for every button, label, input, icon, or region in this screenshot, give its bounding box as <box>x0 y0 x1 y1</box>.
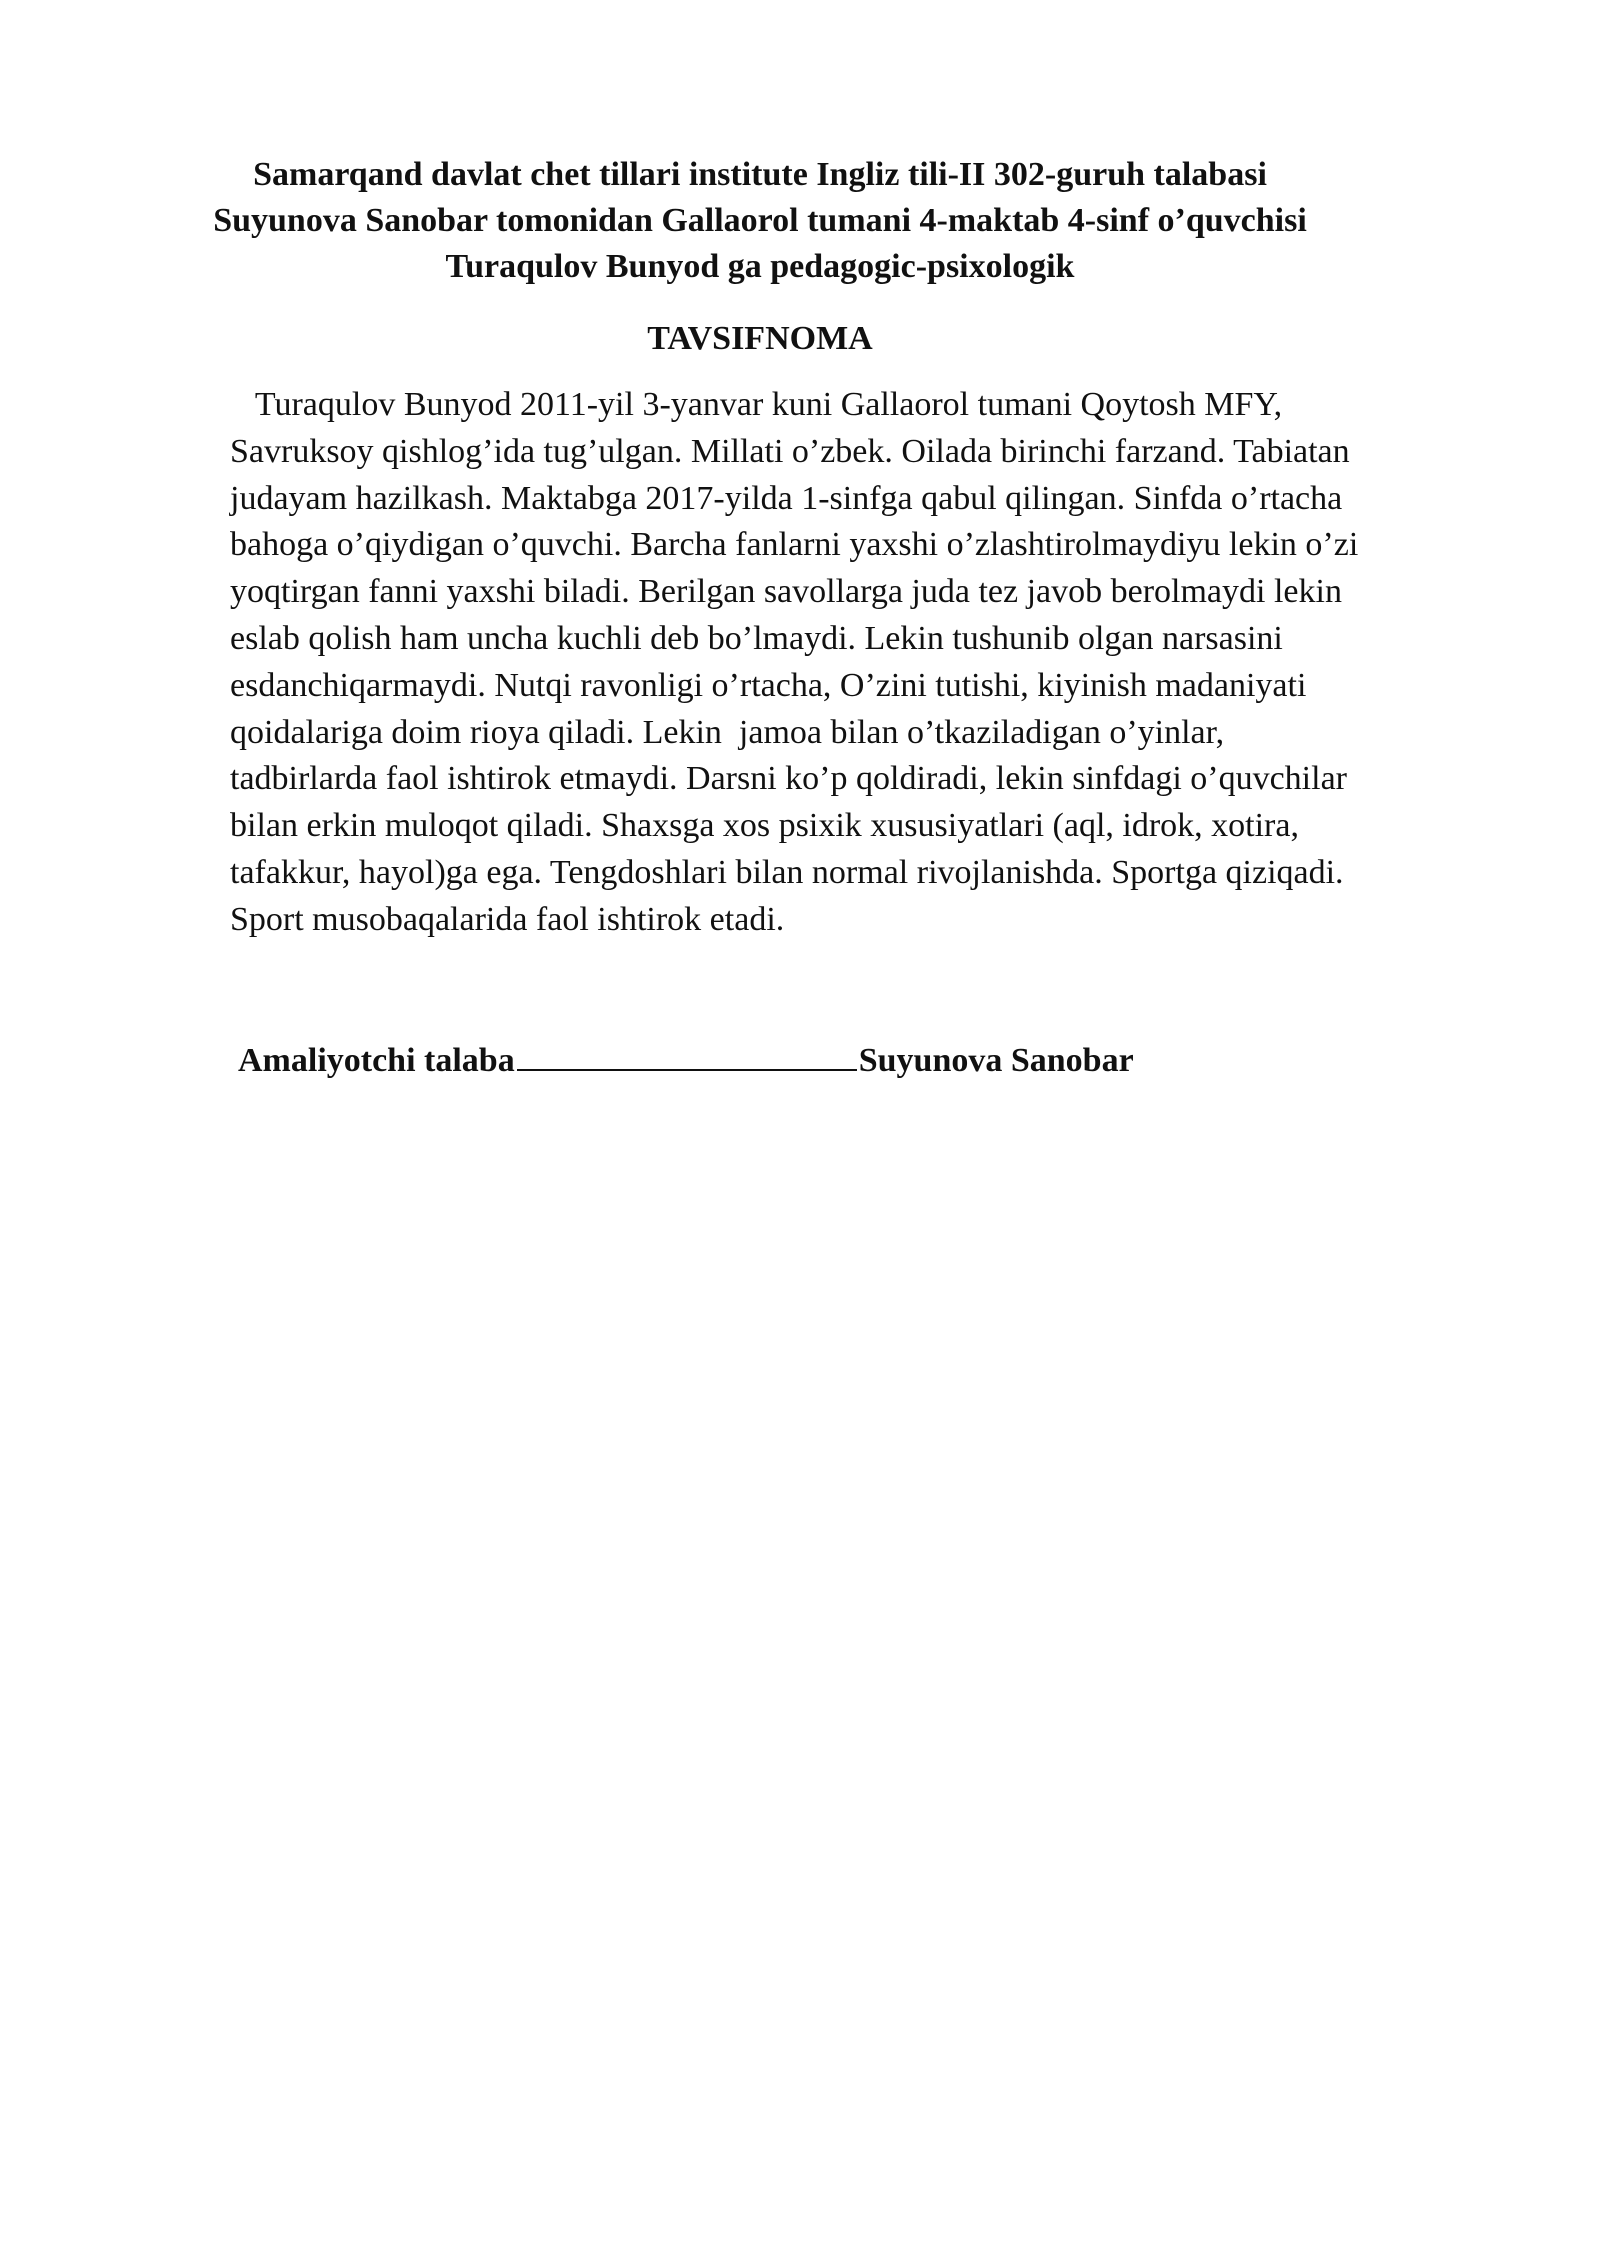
body-line: Turaqulov Bunyod 2011-yil 3-yanvar kuni Gallaorol tumani Qoytosh MFY, <box>230 386 1283 423</box>
body-line: Sport musobaqalarida faol ishtirok etadi. <box>230 900 785 938</box>
body-line: esdanchiqarmaydi. Nutqi ravonligi o’rtacha, O’zini tutishi, kiyinish madaniyati <box>230 666 1307 704</box>
header-line-3: Turaqulov Bunyod ga pedagogic-psixologik <box>445 248 1075 285</box>
body-line: tadbirlarda faol ishtirok etmaydi. Darsni ko’p qoldiradi, lekin sinfdagi o’quvchilar <box>230 760 1347 798</box>
body-paragraph <box>230 382 1470 944</box>
body-line: Savruksoy qishlog’ida tug’ulgan. Millati o’zbek. Oilada birinchi farzand. Tabiatan <box>230 432 1350 470</box>
document-header <box>200 152 1320 290</box>
signature-block <box>238 1035 1134 1084</box>
body-line: tafakkur, hayol)ga ega. Tengdoshlari bilan normal rivojlanishda. Sportga qiziqadi. <box>230 853 1344 891</box>
signature-name: Suyunova Sanobar <box>858 1042 1134 1079</box>
body-line: qoidalariga doim rioya qiladi. Lekin jamoa bilan o’tkaziladigan o’yinlar, <box>230 713 1225 751</box>
body-line: judayam hazilkash. Maktabga 2017-yilda 1-sinfga qabul qilingan. Sinfda o’rtacha <box>230 479 1343 517</box>
body-line: bahoga o’qiydigan o’quvchi. Barcha fanlarni yaxshi o’zlashtirolmaydiyu lekin o’zi <box>230 526 1359 564</box>
body-line: eslab qolish ham uncha kuchli deb bo’lmaydi. Lekin tushunib olgan narsasini <box>230 619 1283 657</box>
body-line: yoqtirgan fanni yaxshi biladi. Berilgan savollarga juda tez javob berolmaydi lekin <box>230 573 1342 611</box>
document-title: TAVSIFNOMA <box>647 320 873 357</box>
header-line-2: Suyunova Sanobar tomonidan Gallaorol tumani 4-maktab 4-sinf o’quvchisi <box>213 202 1307 239</box>
header-line-1: Samarqand davlat chet tillari institute Ingliz tili-II 302-guruh talabasi <box>253 156 1267 193</box>
body-line: bilan erkin muloqot qiladi. Shaxsga xos psixik xususiyatlari (aql, idrok, xotira, <box>230 807 1299 845</box>
signature-underline <box>517 1035 857 1071</box>
signature-role: Amaliyotchi talaba <box>238 1042 515 1079</box>
